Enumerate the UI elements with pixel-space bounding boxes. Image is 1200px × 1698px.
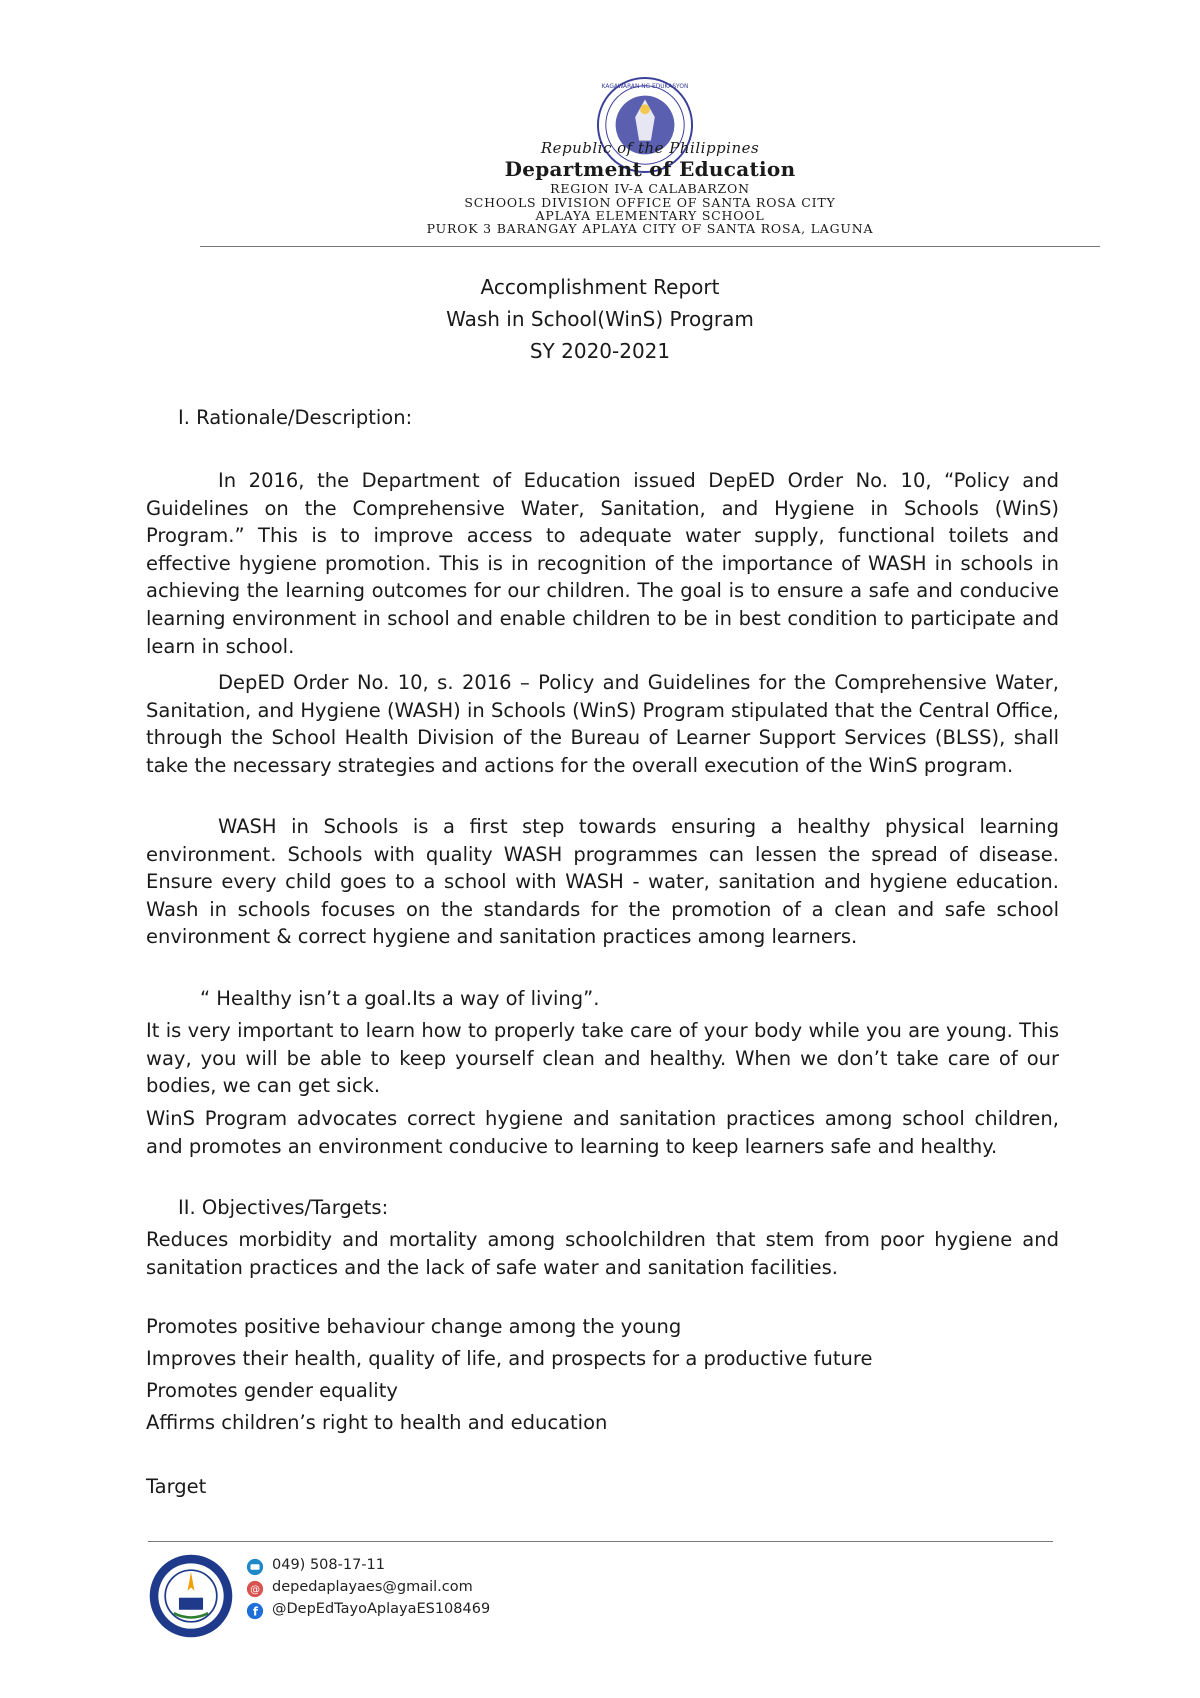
email-icon <box>246 1580 264 1598</box>
rationale-paragraph-5: WinS Program advocates correct hygiene and sanitation practices among school children, and promotes an environment conducive to learning to keep learners safe and healthy. <box>146 1107 1059 1158</box>
rationale-quote: “ Healthy isn’t a goal.Its a way of living”. <box>200 987 600 1010</box>
objective-2: Promotes positive behaviour change among the young <box>146 1315 682 1338</box>
rationale-paragraph-1: In 2016, the Department of Education issued DepED Order No. 10, “Policy and Guidelines on the Comprehensive Water, Sanitation, and Hygiene in Schools (WinS) Program.” This is to improve access to adequate water supply, functional toilets and effective hygiene promotion. This is in recognition of the importance of WASH in schools in achieving the learning outcomes for our children. The goal is to ensure a safe and conducive learning environment in school and enable children to be in best condition to participate and learn in school. <box>146 469 1059 658</box>
phone-icon <box>246 1558 264 1576</box>
letterhead-region: REGION IV-A CALABARZON <box>550 181 750 196</box>
letterhead-republic: Republic of the Philippines <box>540 139 760 157</box>
school-seal-logo <box>148 1553 234 1639</box>
svg-text:f: f <box>252 1604 258 1619</box>
report-title: Accomplishment Report <box>480 275 720 299</box>
objective-4: Promotes gender equality <box>146 1379 398 1402</box>
objective-5: Affirms children’s right to health and education <box>146 1411 608 1434</box>
letterhead-division: SCHOOLS DIVISION OFFICE OF SANTA ROSA CITY <box>464 195 836 210</box>
letterhead-address: PUROK 3 BARANGAY APLAYA CITY OF SANTA ROSA, LAGUNA <box>426 221 874 236</box>
rationale-paragraph-2: DepED Order No. 10, s. 2016 – Policy and Guidelines for the Comprehensive Water, Sanitation, and Hygiene (WASH) in Schools (WinS) Program stipulated that the Central Office, through the School Health Division of the Bureau of Learner Support Services (BLSS), shall take the necessary strategies and actions for the overall execution of the WinS program. <box>146 671 1059 777</box>
section-2-heading: II. Objectives/Targets: <box>178 1196 389 1219</box>
contact-phone: 049) 508-17-11 <box>272 1557 385 1573</box>
footer-divider <box>148 1541 1053 1542</box>
section-1-heading: I. Rationale/Description: <box>178 406 413 429</box>
facebook-icon <box>246 1602 264 1620</box>
header-divider <box>200 246 1100 247</box>
svg-text:@: @ <box>250 1584 260 1596</box>
report-school-year: SY 2020-2021 <box>529 339 671 363</box>
rationale-paragraph-3: WASH in Schools is a first step towards ensuring a healthy physical learning environment. Schools with quality WASH programmes can lessen the spread of disease. Ensure every child goes to a school with WASH - water, sanitation and hygiene education. Wash in schools focuses on the standards for the promotion of a clean and safe school environment & correct hygiene and sanitation practices among learners. <box>146 815 1059 949</box>
target-label: Target <box>146 1475 207 1498</box>
objective-1: Reduces morbidity and mortality among schoolchildren that stem from poor hygiene and sanitation practices and the lack of safe water and sanitation facilities. <box>146 1228 1059 1279</box>
rationale-paragraph-4: It is very important to learn how to properly take care of your body while you are young. This way, you will be able to keep yourself clean and healthy. When we don’t take care of our bodies, we can get sick. <box>146 1019 1059 1098</box>
letterhead-school: APLAYA ELEMENTARY SCHOOL <box>535 208 765 223</box>
objective-3: Improves their health, quality of life, and prospects for a productive future <box>146 1347 873 1370</box>
letterhead-department: Department of Education <box>504 157 796 181</box>
svg-text:KAGAWARAN NG EDUKASYON: KAGAWARAN NG EDUKASYON <box>601 83 689 90</box>
contact-email: depedaplayaes@gmail.com <box>272 1579 473 1595</box>
contact-facebook: @DepEdTayoAplayaES108469 <box>272 1601 491 1617</box>
report-program: Wash in School(WinS) Program <box>446 307 754 331</box>
